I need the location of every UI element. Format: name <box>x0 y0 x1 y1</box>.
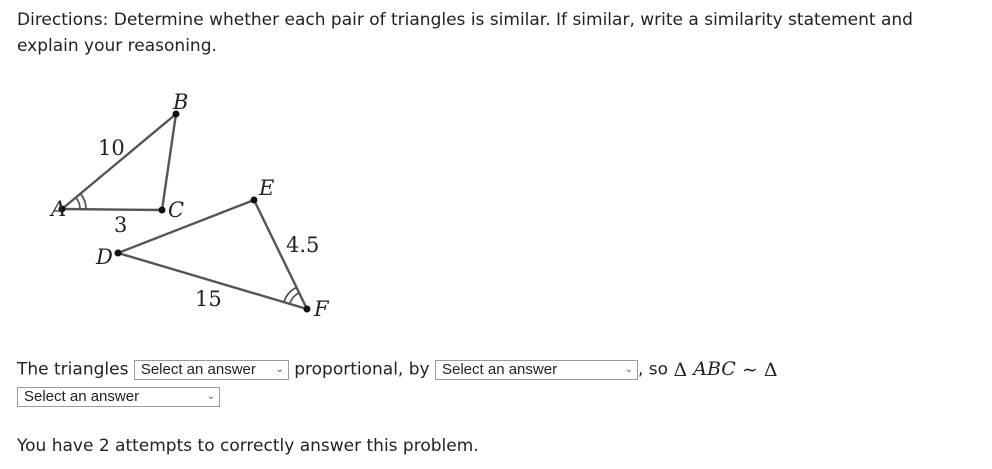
triangle-abc: ABC <box>693 358 736 380</box>
proportional-select-value: Select an answer <box>140 360 256 378</box>
side-de <box>118 200 254 253</box>
vertex-f-label: F <box>314 297 329 321</box>
vertex-b-label: B <box>173 90 189 114</box>
directions-text: Directions: Determine whether each pair of triangles is similar. If similar, write a similarity statement and explain your reasoning. <box>17 10 913 56</box>
similar-symbol: ∼ <box>741 359 758 381</box>
vertex-d-label: D <box>96 245 113 269</box>
triangle-symbol: Δ <box>763 359 778 381</box>
vertex-d-dot <box>115 250 122 257</box>
similar-triangle-select-value: Select an answer <box>24 387 140 405</box>
triangle-symbol: Δ <box>673 359 688 381</box>
vertex-a-label: A <box>51 197 67 221</box>
proportional-select[interactable] <box>134 360 289 380</box>
reason-select[interactable] <box>435 360 638 380</box>
answer-middle: proportional, by <box>294 359 430 380</box>
attempts-text: You have 2 attempts to correctly answer this problem. <box>17 436 479 456</box>
chevron-down-icon: ⌄ <box>624 363 633 375</box>
side-ac <box>62 209 162 210</box>
side-ab <box>62 114 176 209</box>
so-text: , so <box>638 359 669 380</box>
answer-prefix: The triangles <box>17 359 129 380</box>
length-df-label: 15 <box>195 287 222 311</box>
answer-row <box>17 356 977 383</box>
vertex-c-dot <box>159 207 166 214</box>
vertex-c-label: C <box>168 198 185 222</box>
chevron-down-icon: ⌄ <box>206 390 215 402</box>
angle-a-arc-outer <box>80 194 86 210</box>
triangles-figure <box>40 82 340 327</box>
vertex-e-dot <box>251 197 258 204</box>
similarity-statement <box>673 358 777 380</box>
length-ad-label: 3 <box>114 213 128 237</box>
second-answer-row <box>17 386 220 407</box>
vertex-f-dot <box>304 306 311 313</box>
length-ef-label: 4.5 <box>286 233 320 257</box>
similar-triangle-select[interactable] <box>17 387 220 407</box>
reason-select-value: Select an answer <box>442 360 558 378</box>
angle-a-arc-inner <box>76 197 80 209</box>
side-bc <box>162 114 176 210</box>
vertex-e-label: E <box>259 176 275 200</box>
length-ab-label: 10 <box>98 136 125 160</box>
angle-f-arc-inner <box>290 293 299 304</box>
chevron-down-icon: ⌄ <box>275 363 284 375</box>
